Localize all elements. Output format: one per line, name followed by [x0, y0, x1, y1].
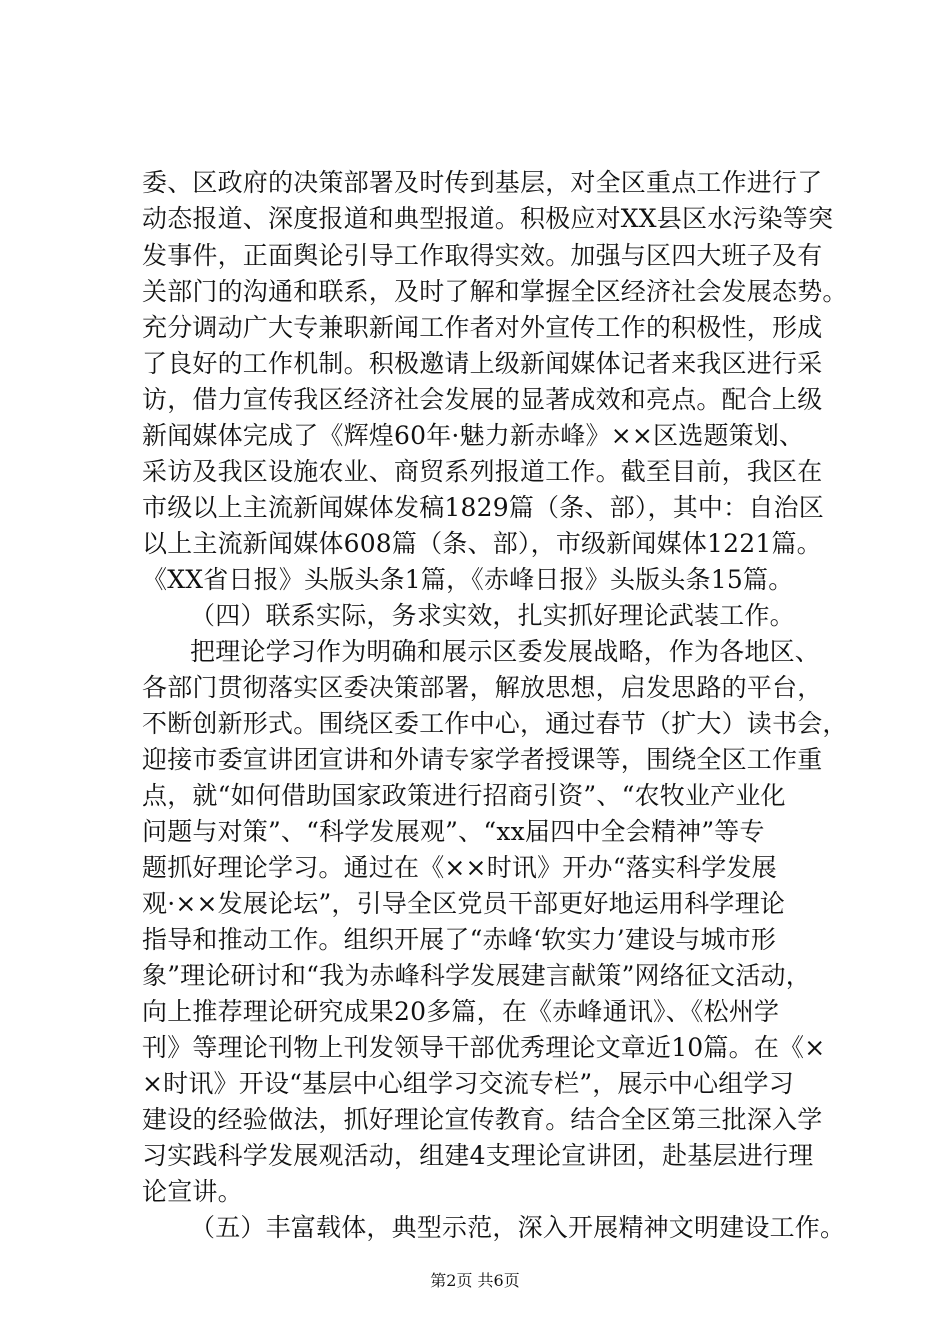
- section-heading: （五）丰富载体，典型示范，深入开展精神文明建设工作。: [190, 1213, 846, 1242]
- text-line: 以上主流新闻媒体608篇（条、部），市级新闻媒体1221篇。: [142, 529, 822, 558]
- text-line: 观·××发展论坛”，引导全区党员干部更好地运用科学理论: [142, 889, 786, 918]
- page-number-footer: 第2页 共6页: [430, 1271, 520, 1290]
- text-line: 动态报道、深度报道和典型报道。积极应对XX县区水污染等突: [142, 204, 834, 233]
- text-line: 问题与对策”、“科学发展观”、“xx届四中全会精神”等专: [142, 817, 765, 846]
- text-line: ×时讯》开设“基层中心组学习交流专栏”，展示中心组学习: [142, 1069, 794, 1098]
- text-line: 点，就“如何借助国家政策进行招商引资”、“农牧业产业化: [142, 781, 786, 810]
- text-line: 各部门贯彻落实区委决策部署，解放思想，启发思路的平台，: [142, 673, 823, 702]
- text-line: 建设的经验做法，抓好理论宣传教育。结合全区第三批深入学: [142, 1105, 823, 1134]
- text-line: 不断创新形式。围绕区委工作中心，通过春节（扩大）读书会，: [142, 709, 848, 738]
- text-line: 发事件，正面舆论引导工作取得实效。加强与区四大班子及有: [142, 241, 823, 270]
- text-line: 充分调动广大专兼职新闻工作者对外宣传工作的积极性，形成: [142, 313, 823, 342]
- text-line: 题抓好理论学习。通过在《××时讯》开办“落实科学发展: [142, 853, 777, 882]
- text-line: 论宣讲。: [142, 1177, 243, 1206]
- text-line: 指导和推动工作。组织开展了“赤峰‘软实力’建设与城市形: [142, 925, 777, 954]
- text-line: 市级以上主流新闻媒体发稿1829篇（条、部），其中：自治区: [142, 493, 824, 522]
- text-line: 《XX省日报》头版头条1篇，《赤峰日报》头版头条15篇。: [142, 565, 794, 594]
- text-line: 刊》等理论刊物上刊发领导干部优秀理论文章近10篇。在《×: [142, 1033, 826, 1062]
- text-line: 习实践科学发展观活动，组建4支理论宣讲团，赴基层进行理: [142, 1141, 814, 1170]
- text-line: 访，借力宣传我区经济社会发展的显著成效和亮点。配合上级: [142, 385, 823, 414]
- text-line: 向上推荐理论研究成果20多篇，在《赤峰通讯》、《松州学: [142, 997, 780, 1026]
- text-line: 迎接市委宣讲团宣讲和外请专家学者授课等，围绕全区工作重: [142, 745, 823, 774]
- text-line: 把理论学习作为明确和展示区委发展战略，作为各地区、: [190, 637, 821, 666]
- text-line: 新闻媒体完成了《辉煌60年·魅力新赤峰》××区选题策划、: [142, 421, 805, 450]
- section-heading: （四）联系实际，务求实效，扎实抓好理论武装工作。: [190, 601, 795, 630]
- text-line: 委、区政府的决策部署及时传到基层，对全区重点工作进行了: [142, 168, 823, 197]
- text-line: 采访及我区设施农业、商贸系列报道工作。截至目前，我区在: [142, 457, 823, 486]
- text-line: 象”理论研讨和“我为赤峰科学发展建言献策”网络征文活动，: [142, 961, 811, 990]
- text-line: 关部门的沟通和联系，及时了解和掌握全区经济社会发展态势。: [142, 277, 848, 306]
- text-line: 了良好的工作机制。积极邀请上级新闻媒体记者来我区进行采: [142, 349, 823, 378]
